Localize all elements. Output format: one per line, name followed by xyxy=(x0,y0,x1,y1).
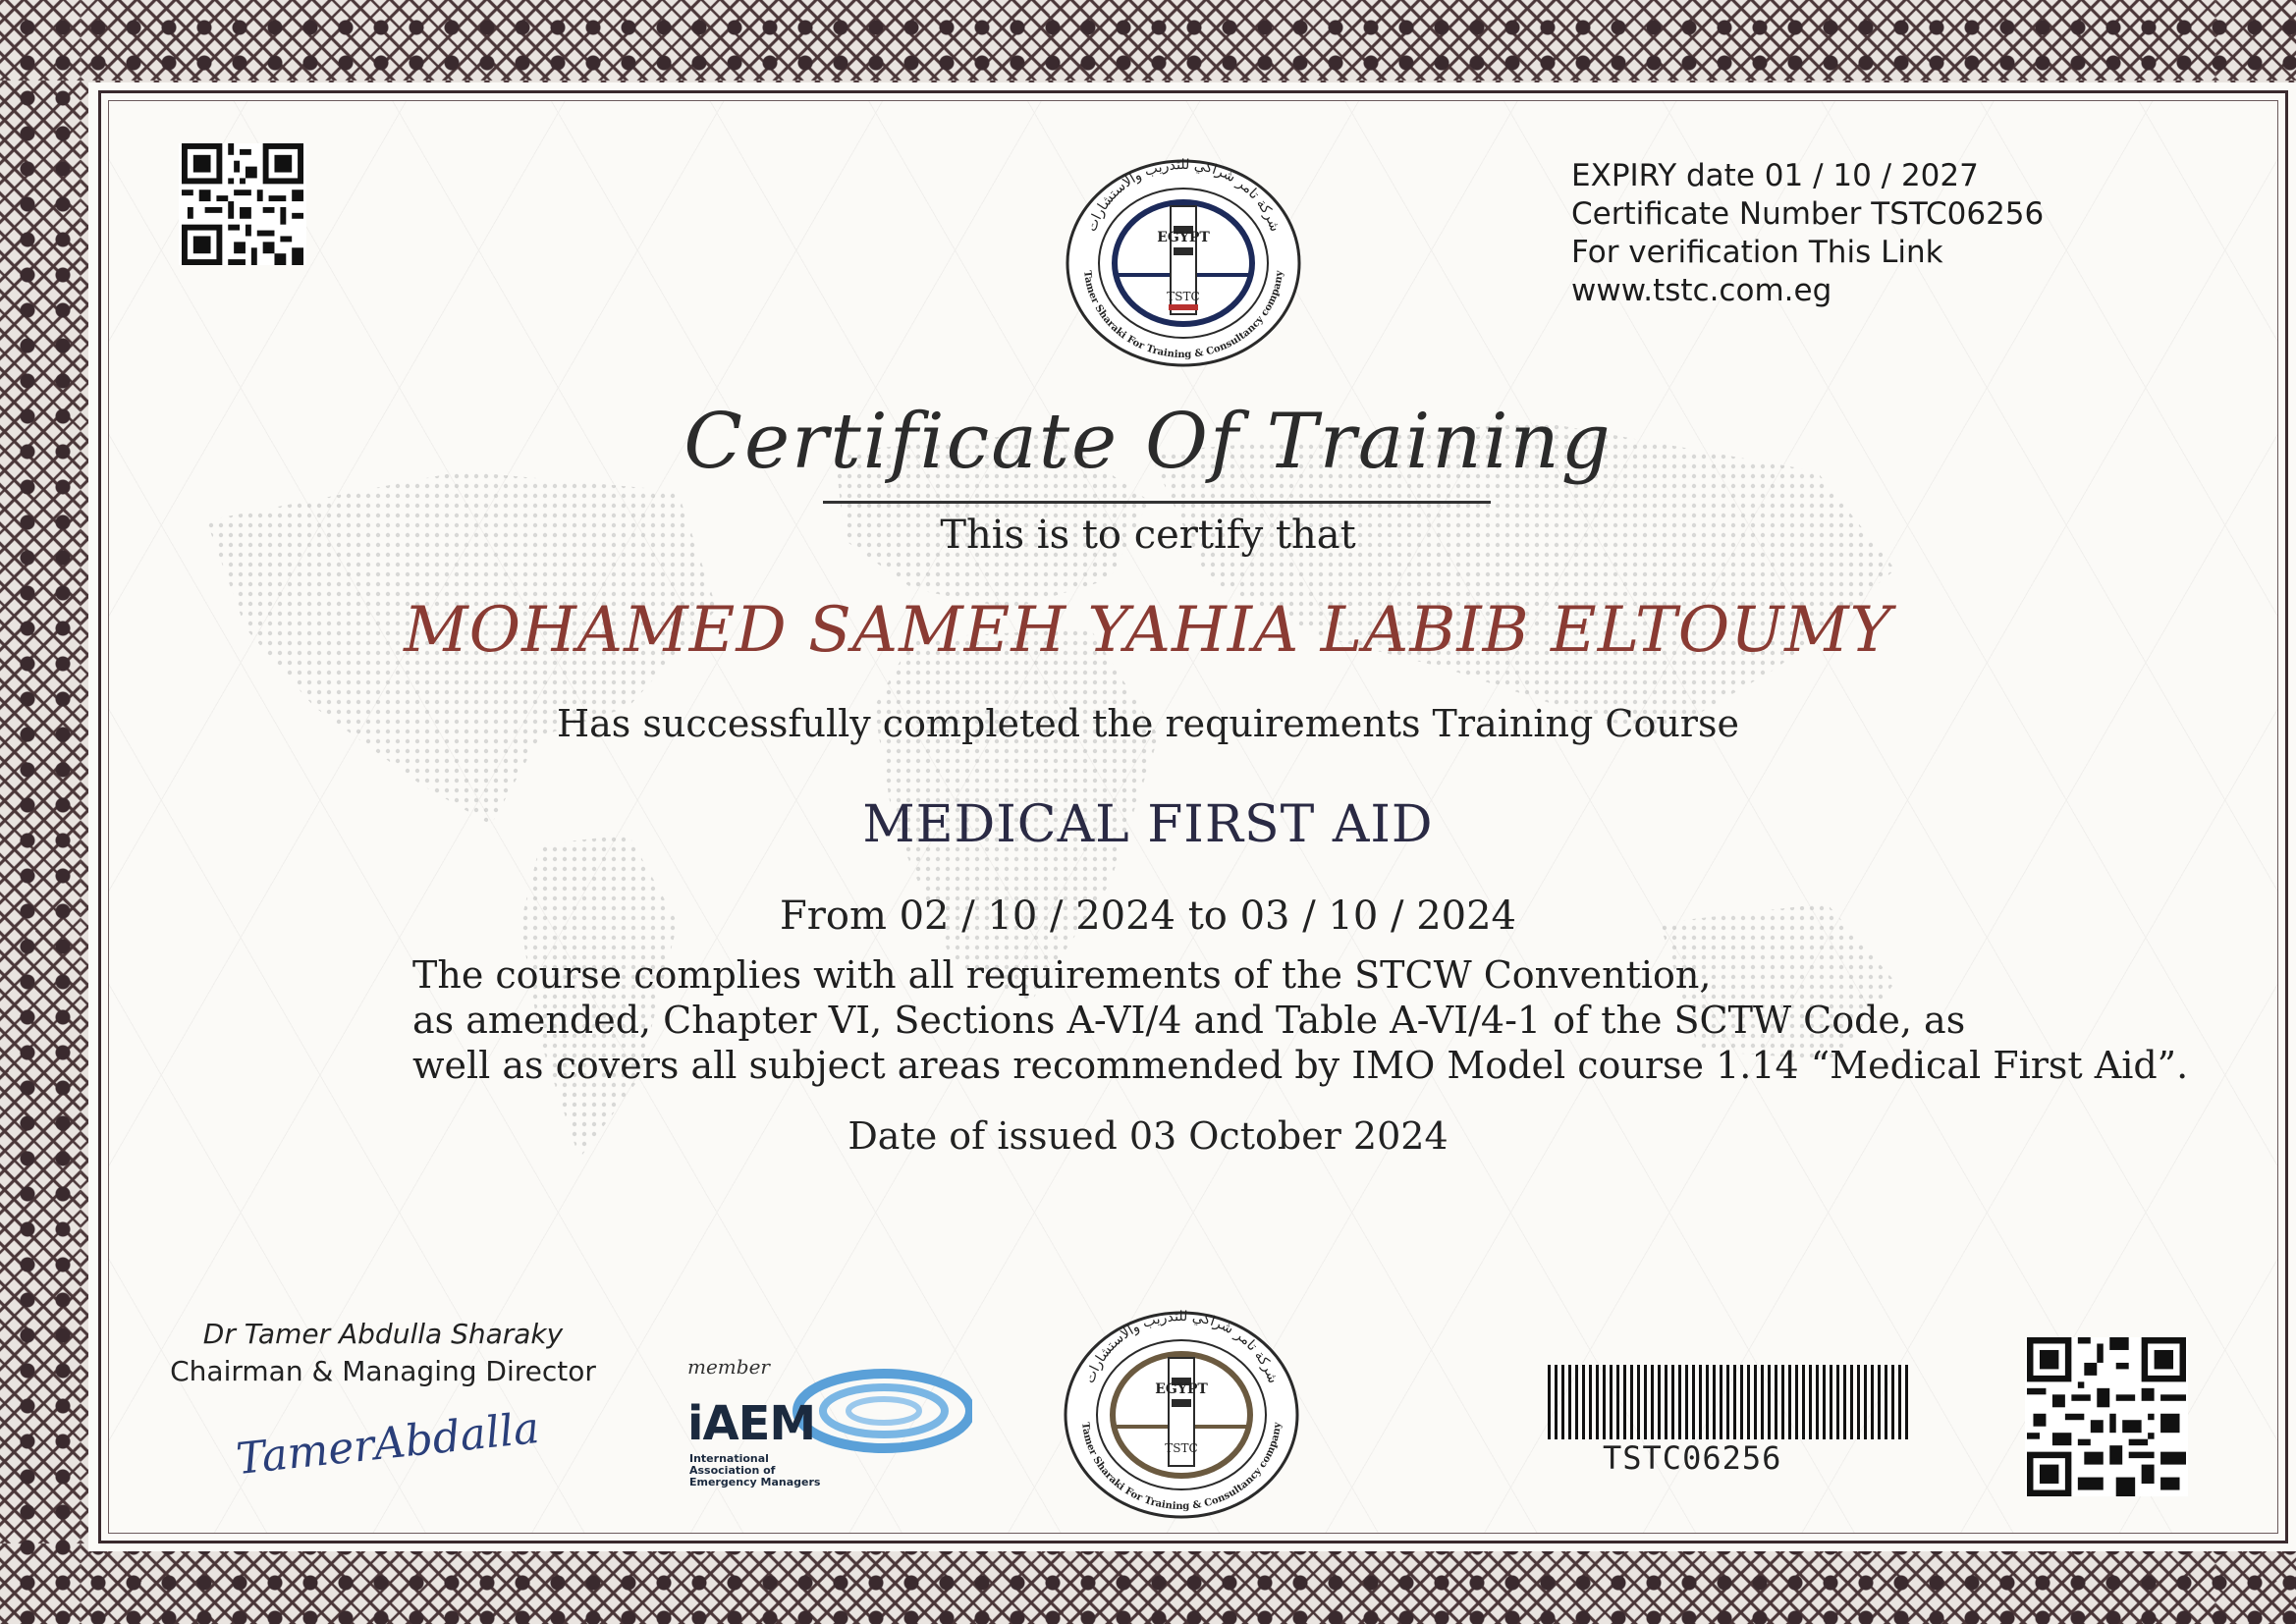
signatory-block xyxy=(167,1316,599,1390)
seal-english-text: Tamer Sharaki For Training & Consultancy company xyxy=(1081,270,1285,361)
certify-text: This is to certify that xyxy=(940,513,1356,558)
barcode-bar xyxy=(1726,1365,1729,1439)
barcode xyxy=(1544,1365,1913,1439)
seal-abbr-text: TSTC xyxy=(1165,1441,1198,1455)
barcode-bar xyxy=(1830,1365,1832,1439)
compliance-line: as amended, Chapter VI, Sections A-VI/4 and Table A-VI/4-1 of the SCTW Code, as xyxy=(412,999,1966,1042)
compliance-statement xyxy=(412,952,2189,1088)
barcode-bar xyxy=(1871,1365,1874,1439)
barcode-bar xyxy=(1658,1365,1661,1439)
barcode-bar xyxy=(1678,1365,1681,1439)
barcode-bar xyxy=(1857,1365,1860,1439)
barcode-bar xyxy=(1616,1365,1619,1439)
barcode-bar xyxy=(1720,1365,1722,1439)
barcode-bar xyxy=(1568,1365,1571,1439)
barcode-bar xyxy=(1555,1365,1558,1439)
seal-arabic-text: شركة تامر شراكي للتدريب والاستشارات xyxy=(1083,157,1284,235)
barcode-bar xyxy=(1843,1365,1846,1439)
compliance-line: The course complies with all requirements of the STCW Convention, xyxy=(412,953,1712,997)
seal-english-text: Tamer Sharaki For Training & Consultancy company xyxy=(1079,1422,1284,1513)
barcode-bar xyxy=(1905,1365,1908,1439)
barcode-bar xyxy=(1754,1365,1757,1439)
seal-abbr-text: TSTC xyxy=(1167,290,1200,303)
org-line: Emergency Managers xyxy=(689,1476,821,1489)
barcode-bar xyxy=(1740,1365,1743,1439)
barcode-bar xyxy=(1733,1365,1736,1439)
barcode-bar xyxy=(1548,1365,1551,1439)
org-line: International xyxy=(689,1452,769,1465)
seal-country-text: EGYPT xyxy=(1155,1381,1208,1397)
barcode-bar xyxy=(1575,1365,1578,1439)
title-underline xyxy=(823,501,1491,504)
barcode-bar xyxy=(1747,1365,1750,1439)
barcode-bar xyxy=(1623,1365,1626,1439)
barcode-bar xyxy=(1809,1365,1812,1439)
barcode-bar xyxy=(1685,1365,1688,1439)
handwritten-signature: TamerAbdalla xyxy=(234,1402,542,1486)
barcode-bar xyxy=(1768,1365,1771,1439)
verification-link[interactable]: www.tstc.com.eg xyxy=(1571,273,1832,308)
signatory-name: Dr Tamer Abdulla Sharaky xyxy=(202,1318,564,1350)
recipient-name: MOHAMED SAMEH YAHIA LABIB ELTOUMY xyxy=(404,594,1892,667)
barcode-bar xyxy=(1850,1365,1853,1439)
barcode-bar xyxy=(1823,1365,1826,1439)
barcode-bar xyxy=(1898,1365,1901,1439)
iaem-logo xyxy=(687,1355,972,1492)
barcode-bar xyxy=(1692,1365,1695,1439)
barcode-bar xyxy=(1671,1365,1674,1439)
barcode-bar xyxy=(1781,1365,1784,1439)
barcode-bar xyxy=(1665,1365,1667,1439)
member-label: member xyxy=(687,1355,770,1379)
barcode-bar xyxy=(1610,1365,1613,1439)
barcode-bar xyxy=(1637,1365,1640,1439)
barcode-bar xyxy=(1788,1365,1791,1439)
barcode-bar xyxy=(1802,1365,1805,1439)
iaem-wordmark: iAEM xyxy=(687,1396,816,1451)
certificate-number: Certificate Number TSTC06256 xyxy=(1571,196,2045,232)
barcode-bar xyxy=(1795,1365,1798,1439)
barcode-bar xyxy=(1582,1365,1585,1439)
issue-date: Date of issued 03 October 2024 xyxy=(847,1114,1449,1158)
compliance-line: well as covers all subject areas recommended by IMO Model course 1.14 “Medical First Aid”. xyxy=(412,1044,2189,1087)
qr-code-bottom xyxy=(2025,1337,2188,1496)
barcode-label: TSTC06256 xyxy=(1603,1439,1782,1477)
seal-country-text: EGYPT xyxy=(1157,230,1210,245)
barcode-bar xyxy=(1891,1365,1894,1439)
tstc-seal-bottom xyxy=(1061,1308,1302,1522)
barcode-bar xyxy=(1713,1365,1716,1439)
org-line: Association of xyxy=(689,1464,776,1477)
barcode-bar xyxy=(1885,1365,1887,1439)
barcode-bar xyxy=(1651,1365,1654,1439)
barcode-bar xyxy=(1706,1365,1709,1439)
seal-arabic-text: شركة تامر شراكي للتدريب والاستشارات xyxy=(1081,1308,1282,1386)
tstc-seal-top xyxy=(1063,157,1304,369)
barcode-bar xyxy=(1644,1365,1647,1439)
barcode-bar xyxy=(1878,1365,1881,1439)
verification-text: For verification This Link xyxy=(1571,235,1943,270)
barcode-bar xyxy=(1864,1365,1867,1439)
signatory-title: Chairman & Managing Director xyxy=(170,1355,596,1387)
barcode-bar xyxy=(1775,1365,1777,1439)
iaem-org-name xyxy=(689,1453,820,1489)
qr-code-top xyxy=(179,143,306,265)
course-dates: From 02 / 10 / 2024 to 03 / 10 / 2024 xyxy=(780,893,1516,939)
barcode-bar xyxy=(1699,1365,1702,1439)
certificate-info xyxy=(1571,157,2082,310)
completed-text: Has successfully completed the requirements Training Course xyxy=(557,702,1739,745)
barcode-bar xyxy=(1589,1365,1592,1439)
course-name: MEDICAL FIRST AID xyxy=(862,795,1434,854)
barcode-bar xyxy=(1630,1365,1633,1439)
barcode-bar xyxy=(1596,1365,1599,1439)
barcode-bar xyxy=(1761,1365,1764,1439)
expiry-date: EXPIRY date 01 / 10 / 2027 xyxy=(1571,158,1979,193)
barcode-bar xyxy=(1561,1365,1564,1439)
certificate-title: Certificate Of Training xyxy=(683,398,1613,486)
barcode-bar xyxy=(1836,1365,1839,1439)
barcode-bar xyxy=(1816,1365,1819,1439)
barcode-bar xyxy=(1603,1365,1606,1439)
